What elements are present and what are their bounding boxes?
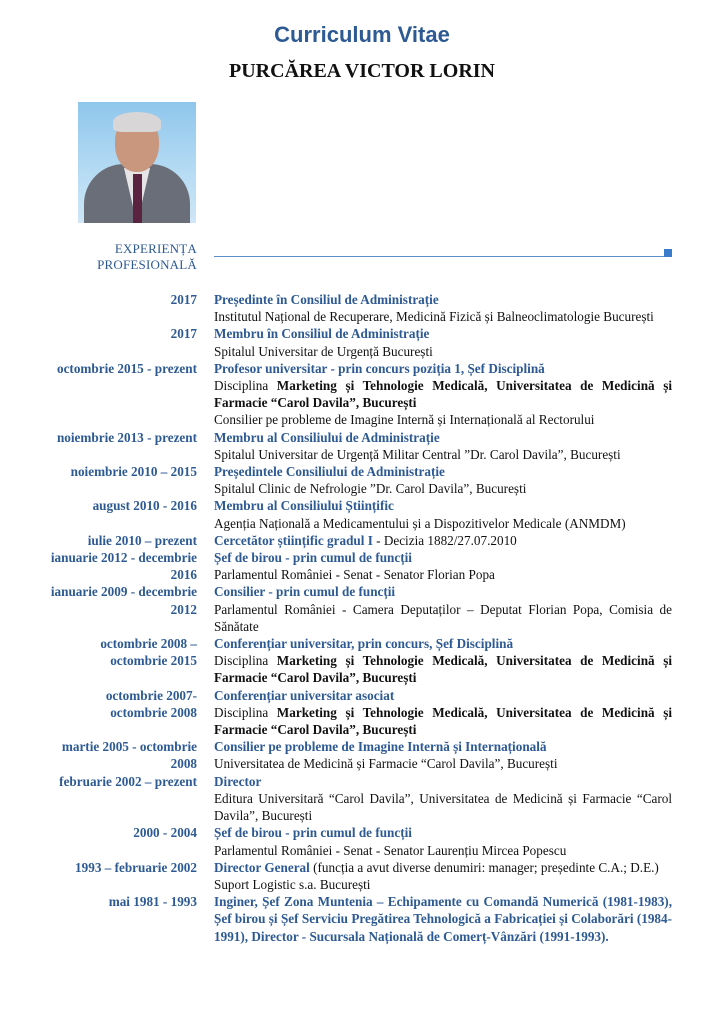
entry-date <box>0 291 197 325</box>
entry-date-line: 2008 <box>170 756 197 772</box>
entry-paragraph <box>214 842 672 859</box>
entry-text: Agenția Națională a Medicamentului și a Dispozitivelor Medicale (ANMDM) <box>214 515 626 531</box>
section-heading-line1: EXPERIENȚA <box>114 241 197 256</box>
document-title: Curriculum Vitae <box>274 22 450 47</box>
entry-paragraph <box>214 876 672 893</box>
experience-entry <box>0 429 724 463</box>
entry-text: Universitatea de Medicină și Farmacie “Carol Davila”, București <box>214 756 558 772</box>
experience-entry <box>0 291 724 325</box>
entry-content <box>214 773 672 825</box>
experience-entry <box>0 463 724 497</box>
entry-paragraph <box>214 566 672 583</box>
entry-text: Marketing și Tehnologie Medicală, Universitatea de Medicină și Farmacie “Carol Davila”, București <box>214 378 672 411</box>
entry-role: Director <box>214 773 262 789</box>
entry-paragraph <box>214 446 672 463</box>
entry-content <box>214 463 672 497</box>
experience-entry <box>0 635 724 687</box>
entry-text: Marketing și Tehnologie Medicală, Universitatea de Medicină și Farmacie “Carol Davila”, București <box>214 704 672 738</box>
entry-date-line: octombrie 2015 - prezent <box>56 360 197 376</box>
entry-paragraph <box>214 532 672 549</box>
entry-content <box>214 549 672 583</box>
section-marker <box>664 249 672 257</box>
entry-paragraph <box>214 377 672 411</box>
entry-date <box>0 549 197 583</box>
experience-entry <box>0 893 724 945</box>
entry-text: Spitalul Universitar de Urgență București <box>214 343 433 359</box>
entry-date <box>0 583 197 635</box>
entry-content <box>214 893 672 945</box>
entry-paragraph <box>214 755 672 772</box>
entry-paragraph <box>214 343 672 360</box>
experience-entry <box>0 687 724 739</box>
entry-paragraph <box>214 325 672 342</box>
entry-paragraph <box>214 463 672 480</box>
experience-entry <box>0 532 724 549</box>
entry-date-line: martie 2005 - octombrie <box>61 739 197 755</box>
entry-paragraph <box>214 773 672 790</box>
entry-paragraph <box>214 291 672 308</box>
entry-role: Conferențiar universitar asociat <box>214 687 395 703</box>
entry-date-line: octombrie 2008 <box>110 704 197 720</box>
entry-content <box>214 429 672 463</box>
entry-text: Institutul Național de Recuperare, Medicină Fizică și Balneoclimatologie București <box>214 309 654 325</box>
entry-text: Spitalul Universitar de Urgență Militar Central ”Dr. Carol Davila”, București <box>214 446 621 462</box>
entry-role: Conferențiar universitar, prin concurs, Șef Disciplină <box>214 636 514 652</box>
person-name: PURCĂREA VICTOR LORIN <box>229 60 495 82</box>
entry-text: Disciplina <box>214 378 277 394</box>
entry-date-line: februarie 2002 – prezent <box>59 773 197 789</box>
entry-content <box>214 360 672 429</box>
experience-entry <box>0 360 724 429</box>
entry-content <box>214 325 672 359</box>
entry-date-line: noiembrie 2010 – 2015 <box>70 464 197 480</box>
entry-paragraph <box>214 601 672 635</box>
entry-date <box>0 635 197 687</box>
entry-text: Parlamentul României - Senat - Senator Florian Popa <box>214 567 495 583</box>
section-divider <box>214 256 664 257</box>
experience-entry <box>0 738 724 772</box>
entry-role: Șef de birou - prin cumul de funcții <box>214 550 412 566</box>
experience-list <box>0 291 724 945</box>
entry-paragraph <box>214 515 672 532</box>
entry-date-line: 2017 <box>170 292 197 307</box>
entry-text: Marketing și Tehnologie Medicală, Universitatea de Medicină și Farmacie “Carol Davila”, București <box>214 653 672 686</box>
entry-role: Membru al Consiliului de Administrație <box>214 429 440 445</box>
entry-role: Inginer, Șef Zona Muntenia – Echipamente cu Comandă Numerică (1981-1983), Șef birou și Șef Serviciu Pregătirea Tehnologică a Fabricației și Colaborări (1984-1991), Director - Sucursala Națională de Comerț-Vânzări (1991-1993). <box>214 894 672 944</box>
entry-role: Consilier - prin cumul de funcții <box>214 584 396 600</box>
entry-content <box>214 824 672 858</box>
entry-role: Director General <box>214 859 310 875</box>
entry-paragraph <box>214 360 672 377</box>
experience-entry <box>0 583 724 635</box>
entry-date-line: octombrie 2008 – <box>100 636 197 652</box>
experience-entry <box>0 325 724 359</box>
entry-role: Profesor universitar - prin concurs poziția 1, Șef Disciplină <box>214 360 545 376</box>
entry-paragraph <box>214 652 672 686</box>
entry-date <box>0 497 197 531</box>
entry-paragraph <box>214 429 672 446</box>
entry-date-line: ianuarie 2012 - decembrie <box>50 550 197 566</box>
experience-entry <box>0 497 724 531</box>
entry-date-line: 2000 - 2004 <box>133 825 197 841</box>
entry-content <box>214 738 672 772</box>
entry-paragraph <box>214 893 672 945</box>
entry-content <box>214 532 672 549</box>
entry-date <box>0 824 197 858</box>
entry-paragraph <box>214 738 672 755</box>
section-heading-line2: PROFESIONALĂ <box>97 257 197 272</box>
entry-date-line: 2016 <box>170 567 197 583</box>
entry-date-line: mai 1981 - 1993 <box>108 894 197 910</box>
section-heading <box>60 241 197 273</box>
entry-content <box>214 583 672 635</box>
entry-paragraph <box>214 859 672 876</box>
entry-role: Președintele Consiliului de Administrație <box>214 464 445 480</box>
entry-paragraph <box>214 411 672 428</box>
entry-date-line: noiembrie 2013 - prezent <box>56 429 197 445</box>
entry-date-line: august 2010 - 2016 <box>92 498 197 514</box>
entry-date <box>0 859 197 893</box>
entry-date <box>0 738 197 772</box>
entry-text: Disciplina <box>214 653 277 669</box>
experience-entry <box>0 773 724 825</box>
entry-text: Editura Universitară “Carol Davila”, Universitatea de Medicină și Farmacie “Carol Davila”, București <box>214 790 672 824</box>
entry-paragraph <box>214 480 672 497</box>
entry-text: Spitalul Clinic de Nefrologie ”Dr. Carol Davila”, București <box>214 481 527 497</box>
entry-date-line: 2012 <box>170 601 197 617</box>
entry-date-line: iulie 2010 – prezent <box>87 532 197 548</box>
entry-date <box>0 360 197 429</box>
entry-date <box>0 893 197 945</box>
entry-role: Membru în Consiliul de Administrație <box>214 326 430 342</box>
entry-date <box>0 429 197 463</box>
entry-date <box>0 532 197 549</box>
entry-paragraph <box>214 635 672 652</box>
entry-text: Consilier pe probleme de Imagine Internă și Internațională al Rectorului <box>214 412 595 428</box>
profile-photo <box>78 102 196 223</box>
entry-role: Șef de birou - prin cumul de funcții <box>214 825 412 841</box>
entry-role: Președinte în Consiliul de Administrație <box>214 292 439 307</box>
entry-role: Membru al Consiliului Științific <box>214 498 394 514</box>
entry-date-line: 2017 <box>170 326 197 342</box>
entry-date-line: ianuarie 2009 - decembrie <box>50 584 197 600</box>
entry-date <box>0 773 197 825</box>
entry-content <box>214 687 672 739</box>
entry-paragraph <box>214 549 672 566</box>
entry-text: Disciplina <box>214 704 277 720</box>
experience-entry <box>0 549 724 583</box>
entry-paragraph <box>214 790 672 824</box>
entry-paragraph <box>214 824 672 841</box>
entry-paragraph <box>214 687 672 704</box>
experience-entry <box>0 859 724 893</box>
entry-content <box>214 859 672 893</box>
entry-text: (funcția a avut diverse denumiri: manager; președinte C.A.; D.E.) <box>309 859 659 875</box>
entry-text: Suport Logistic s.a. București <box>214 876 371 892</box>
entry-role: Cercetător științific gradul I <box>214 532 373 548</box>
entry-paragraph <box>214 308 672 325</box>
entry-paragraph <box>214 704 672 738</box>
entry-date-line: 1993 – februarie 2002 <box>75 859 197 875</box>
entry-date <box>0 325 197 359</box>
entry-text: - Decizia 1882/27.07.2010 <box>372 532 517 548</box>
entry-text: Parlamentul României - Senat - Senator Laurențiu Mircea Popescu <box>214 842 567 858</box>
entry-content <box>214 497 672 531</box>
entry-date <box>0 687 197 739</box>
entry-paragraph <box>214 583 672 600</box>
entry-date-line: octombrie 2015 <box>110 653 197 669</box>
entry-date <box>0 463 197 497</box>
entry-paragraph <box>214 497 672 514</box>
entry-date-line: octombrie 2007- <box>105 687 197 703</box>
entry-content <box>214 291 672 325</box>
experience-entry <box>0 824 724 858</box>
entry-text: Parlamentul României - Camera Deputaților – Deputat Florian Popa, Comisia de Sănătate <box>214 601 672 634</box>
entry-content <box>214 635 672 687</box>
entry-role: Consilier pe probleme de Imagine Internă și Internațională <box>214 739 547 755</box>
